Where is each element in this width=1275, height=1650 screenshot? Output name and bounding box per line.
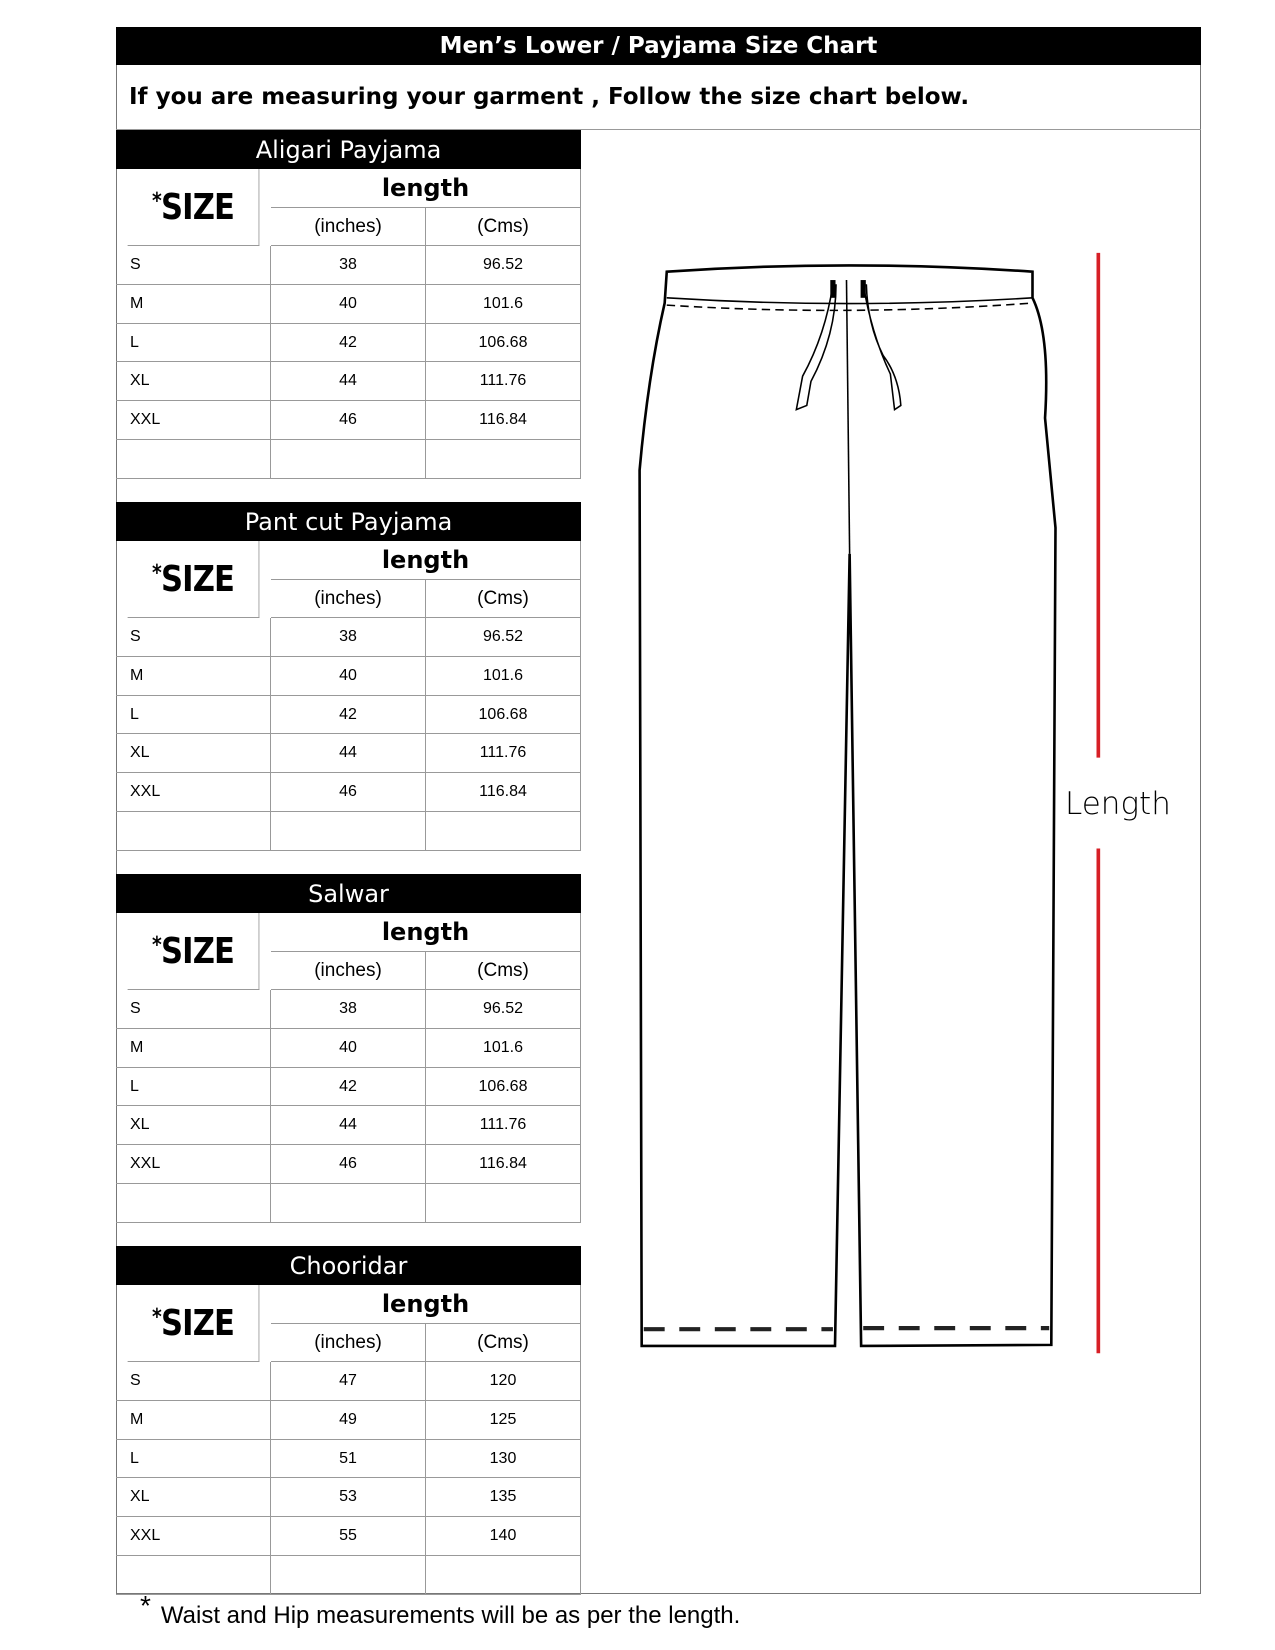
inches-cell: 42 bbox=[271, 1068, 426, 1107]
size-cell: XL bbox=[116, 734, 271, 773]
size-cell: XXL bbox=[116, 773, 271, 812]
inches-cell: 46 bbox=[271, 1145, 426, 1184]
size-cell: L bbox=[116, 1440, 271, 1479]
size-cell: S bbox=[116, 1362, 271, 1401]
table-title: Aligari Payjama bbox=[116, 130, 581, 169]
table-title: Chooridar bbox=[116, 1246, 581, 1285]
size-cell: L bbox=[116, 1068, 271, 1107]
size-cell: S bbox=[116, 618, 271, 657]
cms-cell: 111.76 bbox=[426, 1106, 581, 1145]
inches-cell: 47 bbox=[271, 1362, 426, 1401]
size-header: * SIZE bbox=[128, 913, 260, 990]
cms-cell: 111.76 bbox=[426, 362, 581, 401]
size-cell: XXL bbox=[116, 401, 271, 440]
unit-inches: (inches) bbox=[271, 952, 426, 991]
inches-cell: 44 bbox=[271, 734, 426, 773]
cms-cell: 101.6 bbox=[426, 285, 581, 324]
hem-stitch bbox=[644, 1328, 1049, 1329]
table-title: Pant cut Payjama bbox=[116, 502, 581, 541]
cms-cell: 106.68 bbox=[426, 1068, 581, 1107]
cms-cell: 120 bbox=[426, 1362, 581, 1401]
inches-cell: 55 bbox=[271, 1517, 426, 1556]
inches-cell: 38 bbox=[271, 990, 426, 1029]
size-header: * SIZE bbox=[128, 169, 260, 246]
size-cell: L bbox=[116, 696, 271, 735]
size-cell: XXL bbox=[116, 1517, 271, 1556]
size-cell: XXL bbox=[116, 1145, 271, 1184]
length-header: length bbox=[271, 169, 581, 208]
inches-cell: 38 bbox=[271, 246, 426, 285]
inches-cell: 40 bbox=[271, 1029, 426, 1068]
cms-cell: 106.68 bbox=[426, 696, 581, 735]
size-cell: XL bbox=[116, 1106, 271, 1145]
subtitle: If you are measuring your garment , Follow the size chart below. bbox=[116, 65, 1201, 130]
size-cell: L bbox=[116, 324, 271, 363]
inches-cell: 46 bbox=[271, 401, 426, 440]
cms-cell: 101.6 bbox=[426, 657, 581, 696]
inches-cell: 42 bbox=[271, 324, 426, 363]
size-cell: XL bbox=[116, 1478, 271, 1517]
size-header: * SIZE bbox=[128, 1285, 260, 1362]
cms-cell: 116.84 bbox=[426, 401, 581, 440]
length-header: length bbox=[271, 1285, 581, 1324]
cms-cell: 130 bbox=[426, 1440, 581, 1479]
size-cell: M bbox=[116, 1029, 271, 1068]
cms-cell: 106.68 bbox=[426, 324, 581, 363]
size-cell: XL bbox=[116, 362, 271, 401]
size-cell: M bbox=[116, 1401, 271, 1440]
size-cell: S bbox=[116, 246, 271, 285]
inches-cell: 38 bbox=[271, 618, 426, 657]
length-header: length bbox=[271, 913, 581, 952]
cms-cell: 96.52 bbox=[426, 990, 581, 1029]
cms-cell: 140 bbox=[426, 1517, 581, 1556]
cms-cell: 96.52 bbox=[426, 246, 581, 285]
size-cell: S bbox=[116, 990, 271, 1029]
inches-cell: 46 bbox=[271, 773, 426, 812]
inches-cell: 42 bbox=[271, 696, 426, 735]
size-header: * SIZE bbox=[128, 541, 260, 618]
inches-cell: 44 bbox=[271, 1106, 426, 1145]
inches-cell: 44 bbox=[271, 362, 426, 401]
unit-cms: (Cms) bbox=[426, 580, 581, 619]
table-title: Salwar bbox=[116, 874, 581, 913]
cms-cell: 111.76 bbox=[426, 734, 581, 773]
inches-cell: 53 bbox=[271, 1478, 426, 1517]
footnote: * Waist and Hip measurements will be as per the length. bbox=[140, 1590, 741, 1629]
inches-cell: 49 bbox=[271, 1401, 426, 1440]
unit-cms: (Cms) bbox=[426, 208, 581, 247]
unit-cms: (Cms) bbox=[426, 952, 581, 991]
inches-cell: 40 bbox=[271, 657, 426, 696]
cms-cell: 116.84 bbox=[426, 1145, 581, 1184]
cms-cell: 96.52 bbox=[426, 618, 581, 657]
unit-inches: (inches) bbox=[271, 1324, 426, 1363]
cms-cell: 101.6 bbox=[426, 1029, 581, 1068]
page-title: Men’s Lower / Payjama Size Chart bbox=[116, 27, 1201, 65]
cms-cell: 116.84 bbox=[426, 773, 581, 812]
cms-cell: 135 bbox=[426, 1478, 581, 1517]
length-measure-label: Length bbox=[1065, 786, 1171, 822]
pants-outline bbox=[640, 265, 1056, 1345]
size-cell: M bbox=[116, 657, 271, 696]
cms-cell: 125 bbox=[426, 1401, 581, 1440]
length-header: length bbox=[271, 541, 581, 580]
unit-cms: (Cms) bbox=[426, 1324, 581, 1363]
unit-inches: (inches) bbox=[271, 580, 426, 619]
size-cell: M bbox=[116, 285, 271, 324]
inches-cell: 51 bbox=[271, 1440, 426, 1479]
unit-inches: (inches) bbox=[271, 208, 426, 247]
inches-cell: 40 bbox=[271, 285, 426, 324]
